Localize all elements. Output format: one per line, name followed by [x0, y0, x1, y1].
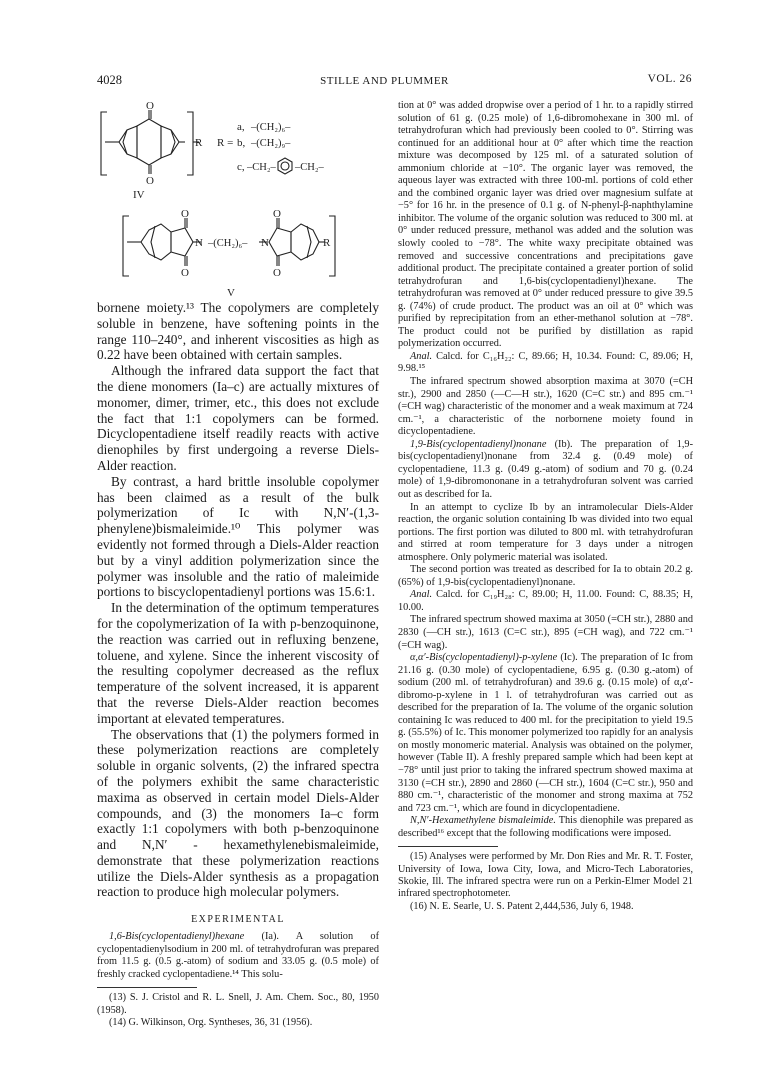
r-option-b-label: b,	[237, 137, 246, 149]
bracket-left-iv	[101, 112, 107, 175]
chemical-structures-figure	[97, 100, 379, 300]
r-equals: R =	[217, 137, 234, 149]
body-paragraph: The infrared spectrum showed absorption maxima at 3070 (=CH str.), 2900 and 2850 (—C—H str.), 1620 (C=C str.) and 895 cm.⁻¹ (=CH wag) characteristic of the monomer and a weak maximum at 724 cm.⁻¹, a characteristic of the norbornene moiety found in dicyclopentadiene.	[398, 376, 693, 438]
left-column	[97, 100, 379, 1030]
body-paragraph: The observations that (1) the polymers formed in these polymerization reactions are completely soluble in organic solvents, (2) the infrared spectra of the polymers exhibit the same characteristic maxima as observed in certain model Diels-Alder compounds, and (3) the monomers Ia–c form exactly 1:1 copolymers with both p-benzoquinone and N,N′ - hexamethylenebismaleimide, demonstrate that these polymerization reactions utilize the Diels-Alder synthesis as a propagation reaction to produce high molecular polymers.	[97, 726, 379, 900]
footnote: (16) N. E. Searle, U. S. Patent 2,444,536, July 6, 1948.	[410, 900, 634, 912]
right-column	[398, 100, 693, 913]
svg-text:O: O	[273, 267, 281, 279]
compound-title: 1,6-Bis(cyclopentadienyl)hexane	[109, 931, 245, 943]
svg-text:O: O	[181, 267, 189, 279]
r-option-c-formula-left: –CH₂–	[247, 162, 276, 173]
bracket-left-v	[123, 216, 129, 276]
svg-text:N: N	[261, 237, 269, 249]
body-paragraph: The infrared spectrum showed maxima at 3050 (=CH str.), 2880 and 2830 (—CH str.), 1613 (C=C str.), 895 (=CH wag), and 722 cm.⁻¹ (=CH wag).	[398, 614, 693, 651]
structure-iv-label: IV	[133, 189, 145, 201]
svg-text:R: R	[195, 137, 203, 149]
body-paragraph: By contrast, a hard brittle insoluble copolymer has been claimed as a result of the bulk polymerization of Ic with N,N′-(1,3-phenylene)bismaleimide.¹⁰ This polymer was evidently not formed through a Diels-Alder reaction but by a vinyl addition polymerization since the polymer was insoluble and the ratio of maleimide portions to biscyclopentadienyl portions was 15.6:1.	[97, 473, 379, 600]
running-title: STILLE AND PLUMMER	[320, 75, 449, 87]
r-option-a-label: a,	[237, 121, 245, 133]
o-atom-label: O	[146, 100, 154, 112]
structure-v-label: V	[227, 287, 235, 299]
page-number: 4028	[97, 73, 122, 87]
bracket-right-iv	[187, 112, 193, 175]
body-paragraph: bornene moiety.¹³ The copolymers are completely soluble in benzene, have softening points in the range 110–240°, and inherent viscosities as high as 0.22 have been obtained with certain samples.	[97, 300, 379, 363]
linker-formula: –(CH₂)₆–	[208, 238, 248, 249]
structure-drawing	[97, 100, 379, 300]
footnote-rule	[97, 987, 197, 988]
body-paragraph: In the determination of the optimum temperatures for the copolymerization of Ia with p-benzoquinone, the reaction was carried out in refluxing benzene, toluene, and xylene. Since the inherent viscosity of the resulting copolymer decreased as the reflux temperature of the solvent increased, it is apparent that the reverse Diels-Alder reaction becomes important at elevated temperatures.	[97, 600, 379, 726]
svg-text:N: N	[195, 237, 203, 249]
body-paragraph: tion at 0° was added dropwise over a period of 1 hr. to a rapidly stirred solution of 61 g. (0.25 mole) of 1,6-dibromohexane in 300 ml. of tetrahydrofuran which had previously been cooled to 0°. Stirring was continued for an additional hour at 0° after which time the reaction mixture was decomposed by 125 ml. of a saturated solution of ammonium chloride at −10°. The organic layer was removed, the aqueous layer was extracted with three 100-ml. portions of cold ether and the combined organic layer was dried over magnesium sulfate at −5° for 16 hr. in the presence of 0.1 g. of N-phenyl-β-naphthylamine inhibitor. The volume of the organic solution was reduced to 300 ml. at 0° under reduced pressure, methanol was added and the solution was slowly cooled to −78°. The white waxy precipitate obtained was removed and successive concentrations and precipitations gave additional product. The precipitate contained a greater portion of solid tetrahydrofuran and 1,6-bis(cyclopentadienyl)hexane. The tetrahydrofuran was removed at 0° under reduced pressure to give 39.5 g. (74%) of crude product. The product was an oil at 0° which was purified by reprecipitation from an ether-methanol solution at −78°. The product could not be purified by distillation as rapid polymerization occurred.	[398, 100, 693, 350]
compound-title: α,α′-Bis(cyclopentadienyl)-p-xylene	[410, 652, 558, 664]
r-option-b-formula: –(CH₂)₉–	[251, 138, 291, 149]
compound-paragraph: α,α′-Bis(cyclopentadienyl)-p-xylene (Ic). The preparation of Ic from 21.16 g. (0.30 mole) of cyclopentadiene, 6.95 g. (0.30 g.-atom) of sodium (200 ml. of tetrahydrofuran) and 39.6 g. (0.15 mole) of α,α′-dibromo-p-xylene in 1 l. of tetrahydrofuran was carried out as described for the preparation of Ia. The volume of the organic solution containing Ic was reduced to 400 ml. for the precipitation to yield 19.5 g. (55.5%) of Ic. This monomer polymerized too rapidly for an analysis on mostly monomeric material. Analysis was obtained on the polymer, however (Table II). A freshly prepared sample which had been kept at −78° until just prior to taking the infrared spectrum showed maxima at 3130 (=CH str.), 2890 and 2860 (—CH str.), 1604 (C=C str.), 950 and 880 cm.⁻¹, characteristic of the monomer and strong maxima at 752 and 723 cm.⁻¹, which are found in dicyclopentadiene.	[398, 652, 693, 814]
compound-paragraph: 1,9-Bis(cyclopentadienyl)nonane (Ib). The preparation of 1,9-bis(cyclopentadienyl)nonane from 32.4 g. (0.49 mole) of cyclopentadiene, 11.3 g. (0.49 g.-atom) of sodium and 70 g. (0.24 mole) of 1,9-dibromononane in a tetrahydrofuran solvent was carried out as described for Ia.	[398, 438, 693, 500]
footnote: (13) S. J. Cristol and R. L. Snell, J. Am. Chem. Soc., 80, 1950 (1958).	[97, 992, 379, 1016]
compound-title: N,N′-Hexamethylene bismaleimide.	[410, 815, 556, 827]
r-option-c-label: c,	[237, 161, 245, 173]
compound-title: 1,9-Bis(cyclopentadienyl)nonane	[410, 438, 547, 450]
footnote: (15) Analyses were performed by Mr. Don Ries and Mr. R. T. Foster, University of Iowa, Iowa City, Iowa, and Micro-Tech Laboratories, Skokie, Ill. The infrared spectra were run on a Perkin-Elmer Model 21 infrared spectrophotometer.	[398, 851, 693, 900]
body-paragraph: In an attempt to cyclize Ib by an intramolecular Diels-Alder reaction, the organic solution containing Ib was divided into two equal portions. The first portion was diluted to 800 ml. with tetrahydrofuran and stirred at room temperature for 3 days under a nitrogen atmosphere. Only polymeric material was isolated.	[398, 501, 693, 563]
experimental-heading: EXPERIMENTAL	[191, 914, 285, 926]
svg-text:O: O	[273, 208, 281, 220]
analysis-paragraph: Anal. Calcd. for C₁₆H₂₂: C, 89.66; H, 10.34. Found: C, 89.06; H, 9.98.¹⁵	[398, 350, 693, 375]
footnote: (14) G. Wilkinson, Org. Syntheses, 36, 31 (1956).	[109, 1017, 313, 1029]
compound-paragraph: N,N′-Hexamethylene bismaleimide. This dienophile was prepared as described¹⁶ except that the following modifications were imposed.	[398, 815, 694, 839]
svg-text:O: O	[146, 175, 154, 187]
body-paragraph: The second portion was treated as described for Ia to obtain 20.2 g. (65%) of 1,9-bis(cyclopentadienyl)nonane.	[398, 564, 693, 588]
volume-label: VOL. 26	[647, 73, 692, 85]
footnote-rule	[398, 846, 498, 847]
r-option-c-formula-right: –CH₂–	[295, 162, 324, 173]
experimental-paragraph: 1,6-Bis(cyclopentadienyl)hexane (Ia). A solution of cyclopentadienylsodium in 200 ml. of tetrahydrofuran was prepared from 11.5 g. (0.5 g.-atom) of sodium and 33.05 g. (0.5 mole) of freshly cracked cyclopentadiene.¹⁴ This solu-	[97, 931, 379, 980]
svg-text:O: O	[181, 208, 189, 220]
svg-text:R: R	[323, 237, 331, 249]
r-option-a-formula: –(CH₂)₆–	[251, 122, 291, 133]
body-paragraph: Although the infrared data support the fact that the diene monomers (Ia–c) are actually mixtures of monomer, dimer, trimer, etc., this does not exclude the fact that 1:1 copolymers can be formed. Dicyclopentadiene itself readily reacts with active dienophiles by first undergoing a reverse Diels-Alder reaction.	[97, 363, 379, 473]
analysis-paragraph: Anal. Calcd. for C₁₉H₂₈: C, 89.00; H, 11.00. Found: C, 88.35; H, 10.00.	[398, 589, 693, 613]
